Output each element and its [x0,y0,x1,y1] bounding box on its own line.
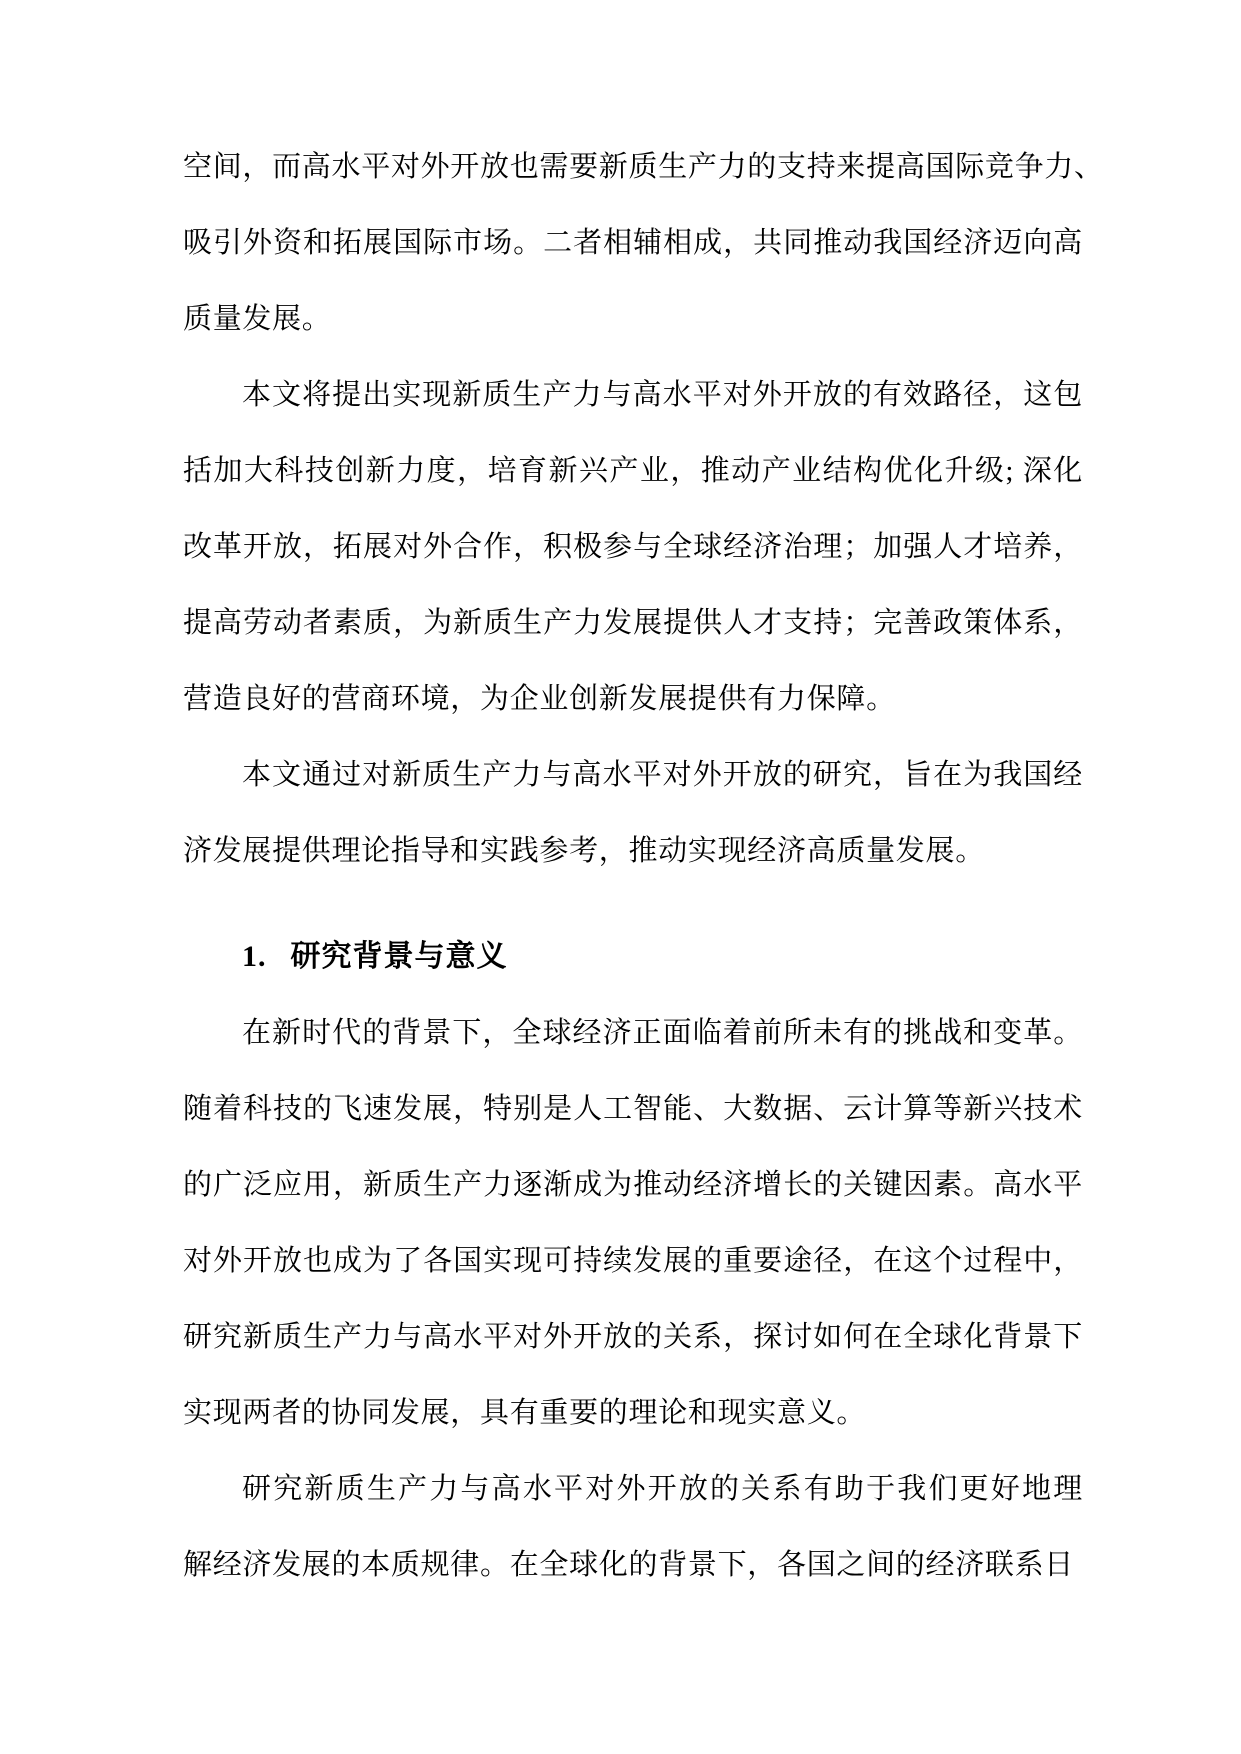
text-line: 随着科技的飞速发展，特别是人工智能、大数据、云计算等新兴技术 [183,1093,1083,1125]
section-heading [183,919,1083,995]
text-line: 实现两者的协同发展，具有重要的理论和现实意义。 [183,1397,867,1429]
text-line: 改革开放，拓展对外合作，积极参与全球经济治理；加强人才培养， [183,531,1083,563]
section-heading-number: 1. [242,940,267,973]
text-line: 本文将提出实现新质生产力与高水平对外开放的有效路径，这包 [242,379,1083,411]
text-line: 吸引外资和拓展国际市场。二者相辅相成，共同推动我国经济迈向高 [183,227,1083,259]
paragraph-background [183,995,1083,1451]
text-line: 在新时代的背景下，全球经济正面临着前所未有的挑战和变革。 [242,1017,1083,1049]
paragraph-continuation [183,129,1104,357]
text-line: 本文通过对新质生产力与高水平对外开放的研究，旨在为我国经 [242,759,1083,791]
text-line: 研究新质生产力与高水平对外开放的关系有助于我们更好地理 [242,1473,1083,1505]
text-line: 对外开放也成为了各国实现可持续发展的重要途径，在这个过程中， [183,1245,1083,1277]
paragraph-effective-paths [183,357,1083,737]
text-line: 济发展提供理论指导和实践参考，推动实现经济高质量发展。 [183,835,985,867]
text-line: 质量发展。 [183,303,332,335]
text-line: 解经济发展的本质规律。在全球化的背景下，各国之间的经济联系日 [183,1549,1075,1581]
text-line: 空间，而高水平对外开放也需要新质生产力的支持来提高国际竞争力、 [183,151,1104,183]
text-line: 研究新质生产力与高水平对外开放的关系，探讨如何在全球化背景下 [183,1321,1083,1353]
section-heading-title: 研究背景与意义 [290,940,508,973]
paragraph-significance [183,1451,1083,1603]
text-line: 营造良好的营商环境，为企业创新发展提供有力保障。 [183,683,896,715]
text-line: 的广泛应用，新质生产力逐渐成为推动经济增长的关键因素。高水平 [183,1169,1083,1201]
document-body [183,129,1104,1603]
text-line: 括加大科技创新力度，培育新兴产业，推动产业结构优化升级; 深化 [183,455,1083,487]
text-line: 提高劳动者素质，为新质生产力发展提供人才支持；完善政策体系， [183,607,1083,639]
paragraph-research-purpose [183,737,1083,889]
